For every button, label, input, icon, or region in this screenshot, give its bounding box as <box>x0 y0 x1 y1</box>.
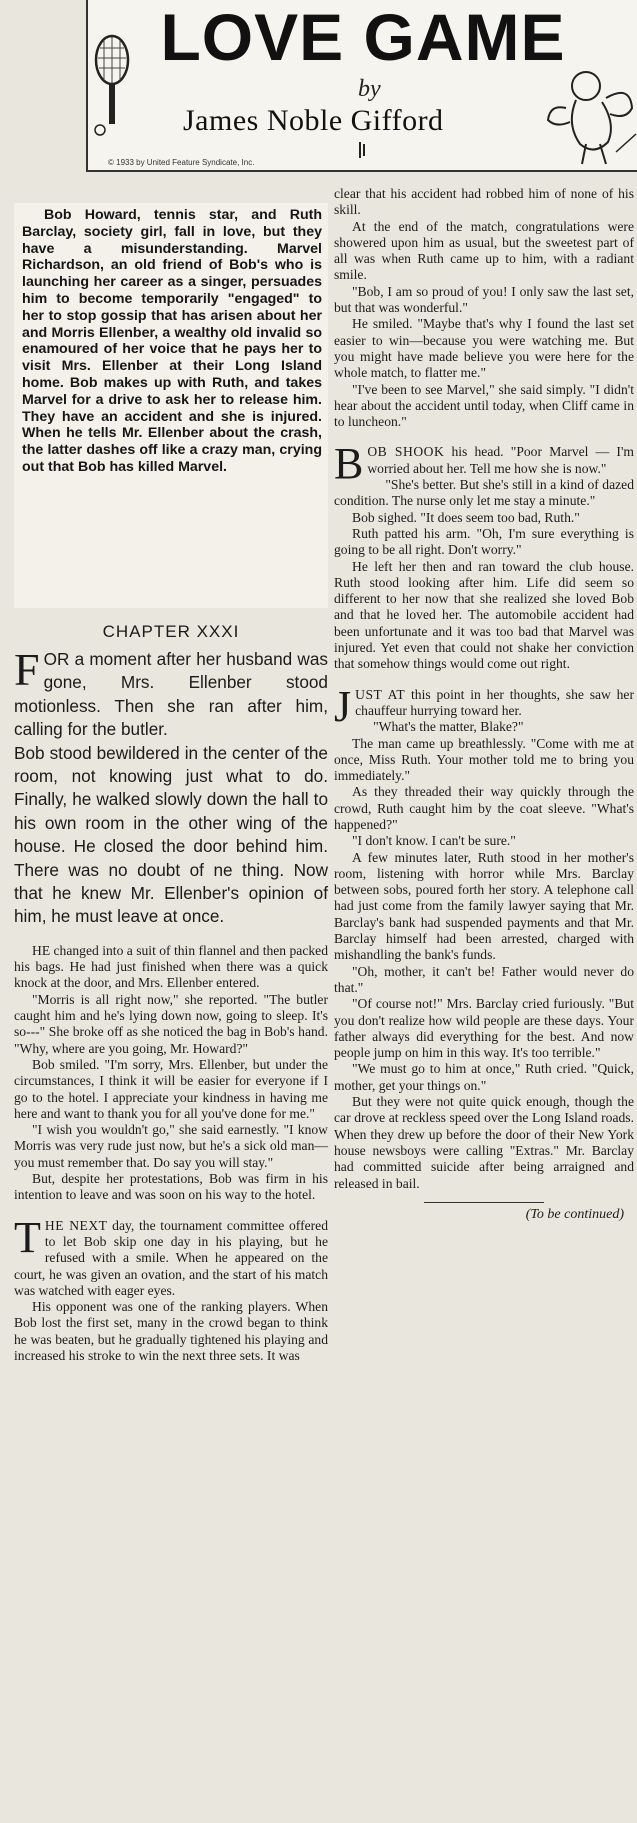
right-column <box>334 186 634 1223</box>
paragraph: As they threaded their way quickly through the crowd, Ruth caught him by the coat sleeve. "What's happened?" <box>334 784 634 832</box>
masthead <box>86 0 637 172</box>
left-column <box>14 622 328 1364</box>
paragraph: "I don't know. I can't be sure." <box>352 833 516 849</box>
paragraph: "She's better. But she's still in a kind of dazed condition. The nurse only let me stay a minute." <box>334 477 634 509</box>
drop-cap: T <box>14 1212 41 1262</box>
chapter-heading: CHAPTER XXXI <box>102 622 240 641</box>
paragraph: But they were not quite quick enough, though the car drove at reckless speed over the Long Island roads. When they drew up before the door of their New York house newsboys were calling "Extras." Mr. Barclay had committed suicide after being arraigned and released in bail. <box>334 1094 634 1191</box>
paragraph <box>14 1212 328 1299</box>
continued-note: (To be continued) <box>525 1206 624 1222</box>
byline-by: by <box>358 76 381 102</box>
paragraph: At the end of the match, congratulations were showered upon him as usual, but the sweetest part of all was when Ruth came up to him, with a radiant smile. <box>334 218 634 283</box>
lead-caps: UST AT <box>355 686 406 702</box>
paragraph: The man came up breathlessly. "Come with me at once, Miss Ruth. Your mother told me to bring you immediately." <box>334 735 634 784</box>
paragraph-text: his head. "Poor Marvel — I'm worried about her. Tell me how she is now." <box>367 444 634 476</box>
paragraph: He smiled. "Maybe that's why I found the last set easier to win—because you were watching me. But you might have made believe you were here for the whole match, to flatter me." <box>334 316 634 381</box>
paragraph-text: this point in her thoughts, she saw her chauffeur hurrying toward her. <box>355 686 634 718</box>
paragraph: Ruth patted his arm. "Oh, I'm sure everything is going to be all right. Don't worry." <box>334 525 634 558</box>
synopsis-text: Bob Howard, tennis star, and Ruth Barclay, society girl, fall in love, but they have a misunderstanding. Marvel Richardson, an old friend of Bob's who is launching her career as a singer, persuades him to become temporarily "engaged" to her to stop gossip that has arisen about her and Morris Ellenber, a wealthy old invalid so enamoured of her voice that he pays her to visit Mrs. Ellenber at their Long Island home. Bob makes up with Ruth, and takes Marvel for a drive to ask her to release him. They have an accident and she is injured. When he tells Mr. Ellenber about the crash, the latter dashes off like a crazy man, crying out that Bob has killed Marvel. <box>22 207 322 475</box>
paragraph <box>14 644 328 742</box>
small-racket-icon <box>356 142 368 158</box>
left-large-text <box>14 644 328 929</box>
paragraph-text: day, the tournament committee offered to let Bob skip one day in his playing, but he refused with a smile. When he appeared on the court, he was given an ovation, and the start of his match was watched with eager eyes. <box>14 1217 328 1298</box>
paragraph: Bob smiled. "I'm sorry, Mrs. Ellenber, but under the circumstances, I think it will be easier for everyone if I go to the hotel. I appreciate your kindness in having me here and want to thank you for all you've done for me." <box>14 1056 328 1121</box>
paragraph: But, despite her protestations, Bob was firm in his intention to leave and was soon on his way to the hotel. <box>14 1171 328 1203</box>
paragraph-text: OR a moment after her husband was gone, Mrs. Ellenber stood motionless. Then she ran after him, calling for the butler. <box>14 649 328 740</box>
drop-cap: J <box>334 681 352 731</box>
lead-caps: HE NEXT <box>44 1217 108 1233</box>
paragraph <box>334 439 634 489</box>
drop-cap: F <box>14 644 40 695</box>
paragraph: "Morris is all right now," she reported. "The butler caught him and he's lying down now, going to sleep. It's so---" She broke off as she noticed the bag in Bob's hand. "Why, where are you going, Mr. Howard?" <box>14 991 328 1056</box>
tennis-racket-icon <box>90 30 138 140</box>
paragraph: His opponent was one of the ranking players. When Bob lost the first set, many in the crowd began to think he was beaten, but he gradually tightened his playing and increased his stroke to win the next three sets. It was <box>14 1299 328 1363</box>
paragraph: "Of course not!" Mrs. Barclay cried furiously. "But you don't realize how wild people are these days. Your father always did everything for the best. And now people jump on him in this way. It's too terrible." <box>334 996 634 1061</box>
cupid-icon <box>546 64 637 168</box>
copyright-line: © 1933 by United Feature Syndicate, Inc. <box>108 158 255 167</box>
author-name: James Noble Gifford <box>183 104 444 137</box>
paragraph: Bob sighed. "It does seem too bad, Ruth." <box>352 509 580 525</box>
lead-caps: OB SHOOK <box>367 444 445 460</box>
paragraph: "Oh, mother, it can't be! Father would never do that." <box>334 963 634 995</box>
drop-cap: B <box>334 439 364 489</box>
left-small-text <box>14 943 328 1364</box>
paragraph: "Bob, I am so proud of you! I only saw the last set, but that was wonderful." <box>334 283 634 316</box>
serial-title: LOVE GAME <box>160 0 566 74</box>
paragraph: "I've been to see Marvel," she said simply. "I didn't hear about the accident until today, when Cliff came in to luncheon." <box>334 381 634 430</box>
paragraph: "What's the matter, Blake?" <box>373 719 524 735</box>
paragraph: He left her then and ran toward the club house. Ruth stood looking after him. Life did seem so different to her now that she realized she loved Bob and that he loved her. The automobile accident had been unfortunate and it was too bad that Marvel was injured. Yet even that could not shake her conviction that somehow things would come out right. <box>334 558 634 672</box>
paragraph: "I wish you wouldn't go," she said earnestly. "I know Morris was very rude just now, but he's a sick old man—you must remember that. Do say you will stay." <box>14 1122 328 1170</box>
paragraph: HE changed into a suit of thin flannel and then packed his bags. He had just finished when there was a quick knock at the door, and Mrs. Ellenber entered. <box>14 942 328 991</box>
paragraph: clear that his accident had robbed him of none of his skill. <box>334 186 634 218</box>
paragraph: A few minutes later, Ruth stood in her mother's room, listening with horror while Mrs. Barclay between sobs, poured forth her story. A telephone call had just come from the family lawyer saying that Mr. Barclay's bank had suspended payments and that Mr. Barclay himself had been arrested, charged with mishandling the bank's funds. <box>334 849 634 963</box>
end-rule <box>424 1202 544 1203</box>
paragraph: Bob stood bewildered in the center of the room, not knowing just what to do. Finally, he walked slowly down the hall to his own room in the other wing of the house. He closed the door behind him. There was no doubt of ne thing. Now that he knew Mr. Ellenber's opinion of him, he must leave at once. <box>14 742 328 927</box>
paragraph: "We must go to him at once," Ruth cried. "Quick, mother, get your things on." <box>334 1061 634 1093</box>
synopsis-box <box>14 203 328 608</box>
